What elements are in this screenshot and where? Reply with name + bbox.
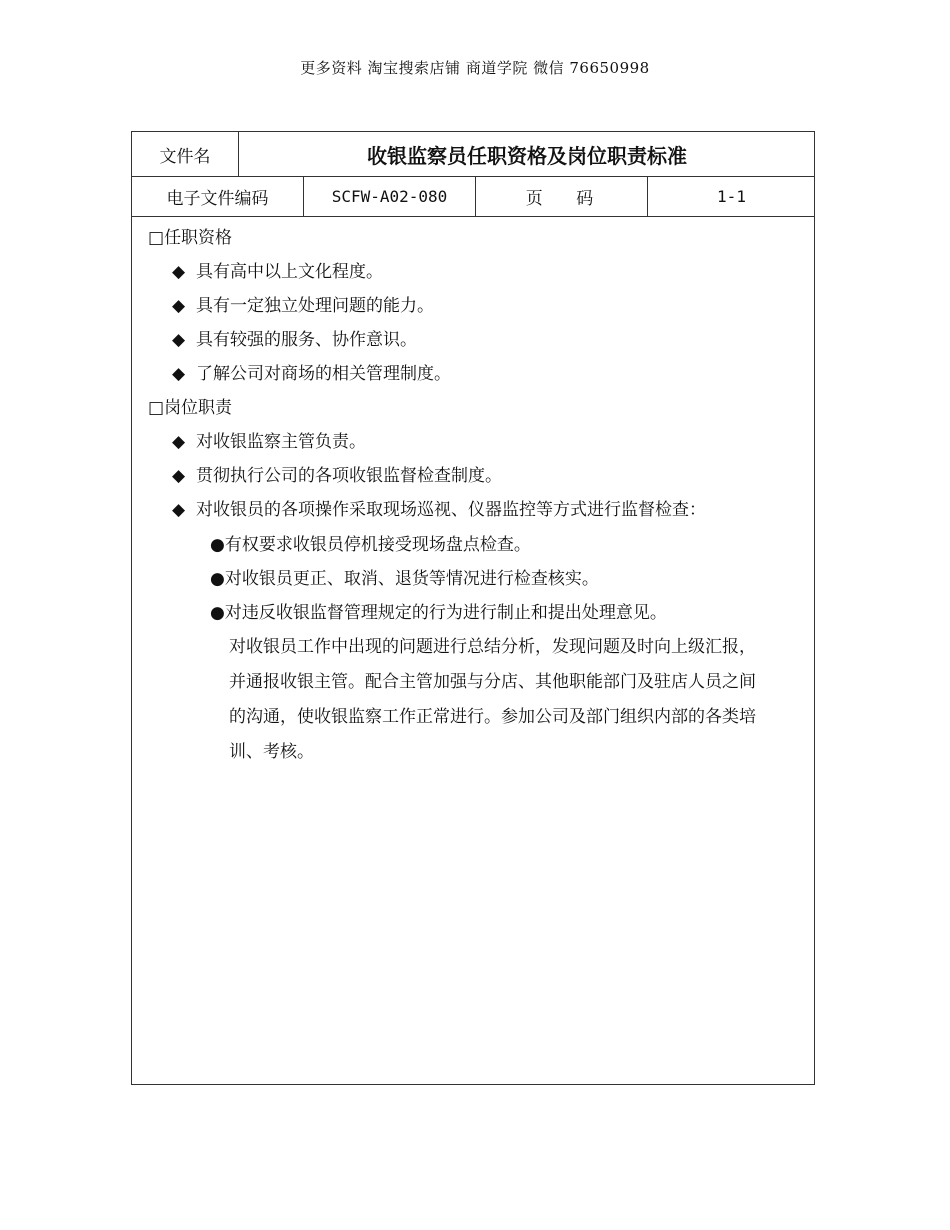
list-item <box>172 432 366 452</box>
dot-bullet-icon: ● <box>210 603 225 623</box>
list-item <box>172 330 417 350</box>
section-heading-text: 岗位职责 <box>164 398 233 418</box>
file-name-label: 文件名 <box>132 132 239 176</box>
diamond-bullet-icon: ◆ <box>172 262 186 282</box>
diamond-bullet-icon: ◆ <box>172 330 186 350</box>
sub-list-item <box>210 535 531 555</box>
list-item-text: 具有较强的服务、协作意识。 <box>196 330 417 350</box>
dot-bullet-icon: ● <box>210 569 225 589</box>
list-item <box>172 262 383 282</box>
sub-list-item-text: 对违反收银监督管理规定的行为进行制止和提出处理意见。 <box>224 603 667 623</box>
list-item <box>172 296 434 316</box>
code-value: SCFW-A02-080 <box>304 177 476 216</box>
qualifications-heading <box>148 228 232 248</box>
list-item-text: 贯彻执行公司的各项收银监督检查制度。 <box>196 466 502 486</box>
list-item <box>172 364 451 384</box>
diamond-bullet-icon: ◆ <box>172 500 186 520</box>
page-label: 页 码 <box>476 177 648 216</box>
title-row <box>132 132 814 177</box>
checkbox-square-icon: □ <box>148 228 165 248</box>
paragraph-line: 训、考核。 <box>229 742 314 762</box>
paragraph-line: 并通报收银主管。配合主管加强与分店、其他职能部门及驻店人员之间 <box>229 672 756 692</box>
sub-list-item-text: 对收银员更正、取消、退货等情况进行检查核实。 <box>224 569 599 589</box>
list-item-text: 对收银员的各项操作采取现场巡视、仪器监控等方式进行监督检查： <box>196 500 706 520</box>
diamond-bullet-icon: ◆ <box>172 364 186 384</box>
file-title: 收银监察员任职资格及岗位职责标准 <box>367 143 687 168</box>
list-item <box>172 466 502 486</box>
sub-list-item <box>210 603 667 623</box>
header-note: 更多资料 淘宝搜索店铺 商道学院 微信 76650998 <box>300 59 650 77</box>
list-item-text: 具有高中以上文化程度。 <box>196 262 383 282</box>
sub-list-item-text: 有权要求收银员停机接受现场盘点检查。 <box>224 535 531 555</box>
checkbox-square-icon: □ <box>148 398 165 418</box>
meta-row <box>132 177 814 217</box>
section-heading-text: 任职资格 <box>164 228 233 248</box>
dot-bullet-icon: ● <box>210 535 225 555</box>
diamond-bullet-icon: ◆ <box>172 296 186 316</box>
list-item-text: 具有一定独立处理问题的能力。 <box>196 296 434 316</box>
paragraph-line: 对收银员工作中出现的问题进行总结分析，发现问题及时向上级汇报， <box>229 637 756 657</box>
list-item-text: 对收银监察主管负责。 <box>196 432 366 452</box>
list-item-text: 了解公司对商场的相关管理制度。 <box>196 364 451 384</box>
page-value: 1-1 <box>717 187 746 206</box>
sub-list-item <box>210 569 599 589</box>
code-label: 电子文件编码 <box>132 177 304 216</box>
paragraph-line: 的沟通，使收银监察工作正常进行。参加公司及部门组织内部的各类培 <box>229 707 756 727</box>
document-table <box>131 131 815 1085</box>
diamond-bullet-icon: ◆ <box>172 432 186 452</box>
list-item <box>172 500 706 520</box>
diamond-bullet-icon: ◆ <box>172 466 186 486</box>
duties-heading <box>148 398 232 418</box>
